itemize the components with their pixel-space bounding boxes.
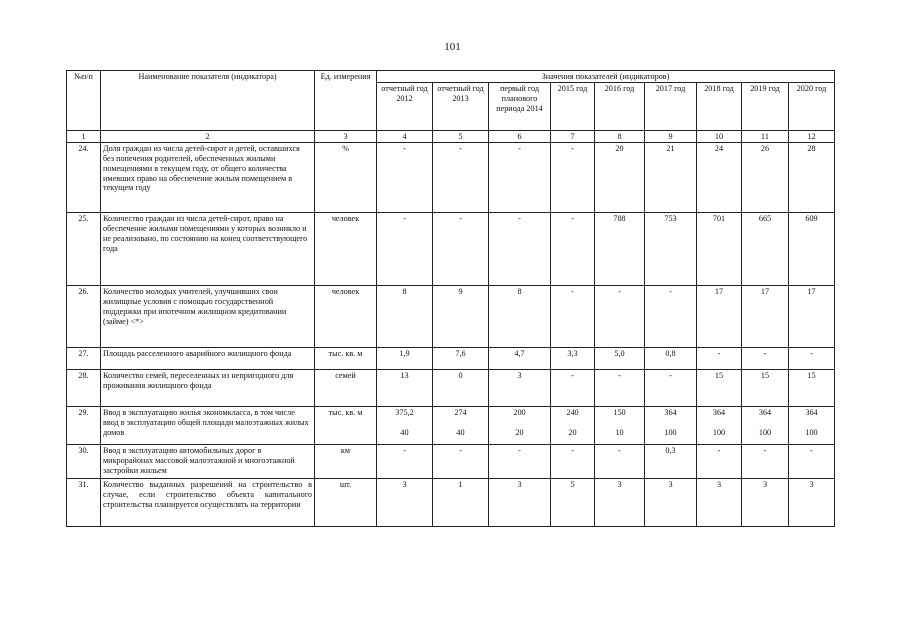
value-cell: - [789,348,835,370]
value-lowrise: 100 [664,428,677,438]
column-number: 7 [551,131,595,143]
column-number-row [67,131,835,143]
value-cell: - [433,143,489,213]
value-lowrise: 20 [568,428,577,438]
value-cell: 3 [697,479,742,527]
value-cell: 17 [697,286,742,348]
header-number: №п/п [67,71,101,131]
value-cell: 1 [433,479,489,527]
value-cell: - [742,348,789,370]
header-year: 2017 год [645,83,697,131]
value-cell: - [789,445,835,479]
value-cell: - [742,445,789,479]
value-cell: 5 [551,479,595,527]
value-cell: 3 [489,370,551,407]
value-cell: 3 [742,479,789,527]
value-cell: - [489,143,551,213]
header-year: отчетный год 2012 [377,83,433,131]
value-cell: - [377,445,433,479]
indicator-name: Количество выданных разрешений на строительство в случае, если строительство объекта капитального строительства планируется осуществлять на территории [101,479,315,527]
value-total: 364 [758,408,772,417]
value-lowrise: 40 [400,428,409,438]
value-cell: - [551,143,595,213]
column-number: 6 [489,131,551,143]
value-cell: - [645,286,697,348]
column-number: 5 [433,131,489,143]
value-cell: - [433,213,489,286]
value-cell: - [551,213,595,286]
table-row [67,348,835,370]
value-cell: 609 [789,213,835,286]
value-cell: 17 [789,286,835,348]
column-number: 2 [101,131,315,143]
row-number: 31. [67,479,101,527]
indicator-name: Ввод в эксплуатацию жилья экономкласса, в том числе ввод в эксплуатацию общей площади малоэтажных жилых домов [101,407,315,445]
value-cell: - [697,445,742,479]
indicator-name: Количество молодых учителей, улучшивших свои жилищные условия с помощью государственной поддержки при ипотечном жилищном кредитовании (займе) <*> [101,286,315,348]
value-lowrise: 10 [615,428,624,438]
value-cell: 3 [645,479,697,527]
indicator-name: Количество граждан из числа детей-сирот, право на обеспечение жилыми помещениями у которых возникло и не реализовано, по состоянию на конец соответствующего года [101,213,315,286]
value-total: 364 [664,408,677,417]
unit: человек [315,213,377,286]
table-row [67,143,835,213]
value-cell [433,407,489,445]
value-cell: 17 [742,286,789,348]
value-cell: 15 [789,370,835,407]
unit: тыс. кв. м [315,348,377,370]
column-number: 3 [315,131,377,143]
unit: тыс. кв. м [315,407,377,445]
column-number: 8 [595,131,645,143]
value-cell: - [645,370,697,407]
header-year: 2015 год [551,83,595,131]
value-cell: 3,3 [551,348,595,370]
value-cell: 0,8 [645,348,697,370]
value-cell: - [489,445,551,479]
unit: человек [315,286,377,348]
header-values-group: Значения показателей (индикаторов) [377,71,835,83]
value-cell: 21 [645,143,697,213]
value-cell: 15 [742,370,789,407]
row-number: 30. [67,445,101,479]
column-number: 9 [645,131,697,143]
header-indicator-name: Наименование показателя (индикатора) [101,71,315,131]
row-number: 26. [67,286,101,348]
value-cell: 9 [433,286,489,348]
value-cell: 4,7 [489,348,551,370]
table-row [67,479,835,527]
row-number: 29. [67,407,101,445]
value-cell: 24 [697,143,742,213]
value-cell: 13 [377,370,433,407]
value-total: 375,2 [395,408,414,417]
value-cell: 8 [489,286,551,348]
value-cell: 26 [742,143,789,213]
indicator-name: Ввод в эксплуатацию автомобильных дорог в микрорайонах массовой малоэтажной и многоэтажной застройки жильем [101,445,315,479]
value-cell: - [595,286,645,348]
value-cell [551,407,595,445]
value-cell: - [433,445,489,479]
column-number: 11 [742,131,789,143]
value-total: 240 [566,408,579,417]
value-total: 150 [613,408,626,417]
value-cell [645,407,697,445]
value-total: 364 [805,408,818,417]
value-cell: 15 [697,370,742,407]
value-cell: - [551,286,595,348]
value-cell: 701 [697,213,742,286]
header-year: 2016 год [595,83,645,131]
value-cell: 3 [789,479,835,527]
value-cell: - [489,213,551,286]
header-row [67,71,835,83]
value-cell: - [595,370,645,407]
header-year: первый год планового периода 2014 [489,83,551,131]
value-cell: 3 [377,479,433,527]
value-cell [489,407,551,445]
value-total: 364 [712,408,726,417]
row-number: 24. [67,143,101,213]
value-cell: 1,9 [377,348,433,370]
value-cell: 0 [433,370,489,407]
value-cell: - [551,445,595,479]
header-year: 2018 год [697,83,742,131]
value-cell [742,407,789,445]
value-cell: 20 [595,143,645,213]
value-cell: 753 [645,213,697,286]
value-lowrise: 20 [515,428,524,438]
value-cell: 3 [489,479,551,527]
indicator-name: Количество семей, переселенных из непригодного для проживания жилищного фонда [101,370,315,407]
table-row [67,286,835,348]
value-cell: 665 [742,213,789,286]
table-row [67,213,835,286]
value-cell: - [551,370,595,407]
value-lowrise: 100 [712,428,726,438]
page-number: 101 [444,41,461,53]
indicator-name: Площадь расселенного аварийного жилищного фонда [101,348,315,370]
indicators-table [66,70,835,527]
value-total: 200 [513,408,526,417]
column-number: 10 [697,131,742,143]
value-cell: 3 [595,479,645,527]
value-cell: - [377,213,433,286]
indicator-name: Доля граждан из числа детей-сирот и детей, оставшихся без попечения родителей, обеспеченных жилыми помещениями в текущем году, от общего количества имевших право на обеспечение жилым помещением в текущем году [101,143,315,213]
value-cell: - [595,445,645,479]
table-row [67,445,835,479]
column-number: 4 [377,131,433,143]
value-cell: 5,0 [595,348,645,370]
header-year: 2019 год [742,83,789,131]
table-row [67,370,835,407]
unit: км [315,445,377,479]
value-cell: 8 [377,286,433,348]
value-cell: - [377,143,433,213]
header-year: отчетный год 2013 [433,83,489,131]
header-year: 2020 год [789,83,835,131]
value-cell: - [697,348,742,370]
value-cell [697,407,742,445]
column-number: 1 [67,131,101,143]
table-row [67,407,835,445]
row-number: 25. [67,213,101,286]
value-cell: 788 [595,213,645,286]
value-cell [377,407,433,445]
value-cell: 0,3 [645,445,697,479]
value-cell: 28 [789,143,835,213]
unit: % [315,143,377,213]
value-lowrise: 40 [456,428,465,438]
value-cell [595,407,645,445]
unit: шт. [315,479,377,527]
header-unit: Ед. измерения [315,71,377,131]
row-number: 28. [67,370,101,407]
value-cell: 7,6 [433,348,489,370]
value-lowrise: 100 [805,428,818,438]
column-number: 12 [789,131,835,143]
row-number: 27. [67,348,101,370]
value-lowrise: 100 [758,428,772,438]
value-cell [789,407,835,445]
value-total: 274 [454,408,467,417]
unit: семей [315,370,377,407]
